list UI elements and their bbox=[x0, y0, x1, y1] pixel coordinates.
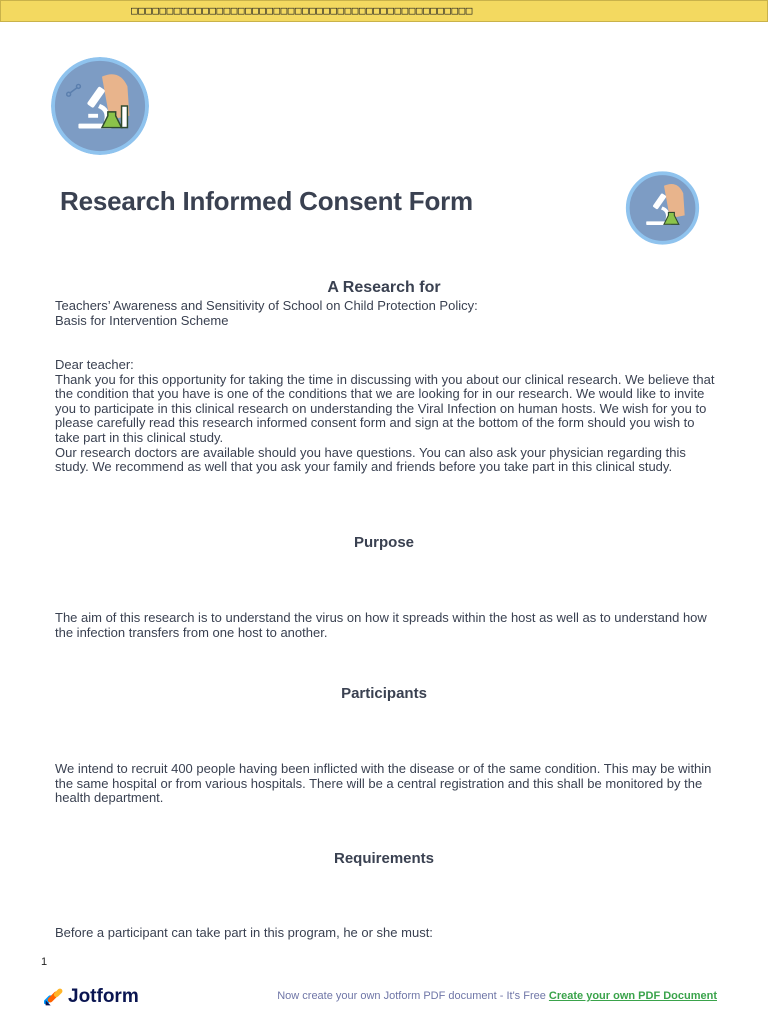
footer-promo-text: Now create your own Jotform PDF document - It's Free bbox=[277, 990, 546, 1002]
research-heading: A Research for bbox=[327, 279, 441, 296]
section-heading-participants: Participants bbox=[341, 685, 427, 702]
greeting: Dear teacher: bbox=[55, 357, 134, 372]
banner-text: □□□□□□□□□□□□□□□□□□□□□□□□□□□□□□□□□□□□□□□□□□□□□□□□ bbox=[131, 4, 473, 17]
jotform-brand-text: Jotform bbox=[68, 986, 139, 1007]
intro-paragraph: Thank you for this opportunity for taking the time in discussing with you about our clinical research. We believe that the condition that you have is one of the conditions that we are looking for in our research. We would like to invite you to participate in this clinical research on understanding the Viral Infection on human hosts. We wish for you to please carefully read this research informed consent form and sign at the bottom of the form should you wish to take part in this clinical study. bbox=[55, 371, 715, 445]
intro-block bbox=[55, 358, 715, 475]
microscope-icon bbox=[51, 57, 149, 155]
intro-paragraph: Our research doctors are available should you have questions. You can also ask your physician regarding this study. We recommend as well that you ask your family and friends before you take part in this clinical study. bbox=[55, 444, 686, 475]
section-body-requirements: Before a participant can take part in this program, he or she must: bbox=[55, 925, 433, 940]
jotform-logo[interactable] bbox=[44, 986, 139, 1008]
subtitle-line: Teachers’ Awareness and Sensitivity of School on Child Protection Policy: bbox=[55, 298, 478, 313]
research-logo bbox=[51, 57, 149, 155]
research-subtitle bbox=[55, 299, 715, 328]
section-body-participants: We intend to recruit 400 people having been inflicted with the disease or of the same condition. This may be within the same hospital or from various hospitals. There will be a central registration and this shall be monitored by the health department. bbox=[55, 761, 712, 806]
subtitle-line: Basis for Intervention Scheme bbox=[55, 312, 229, 328]
footer-promo bbox=[277, 990, 717, 1002]
section-heading-requirements: Requirements bbox=[333, 850, 435, 867]
section-body-purpose: The aim of this research is to understand the virus on how it spreads within the host as well as to understand how the infection transfers from one host to another. bbox=[55, 610, 707, 640]
page-title: Research Informed Consent Form bbox=[60, 186, 473, 216]
jotform-logo-icon bbox=[44, 987, 64, 1007]
create-pdf-link[interactable]: Create your own PDF Document bbox=[548, 990, 717, 1002]
page-number: 1 bbox=[41, 956, 48, 968]
top-banner bbox=[0, 0, 768, 22]
research-logo-small bbox=[623, 171, 702, 245]
microscope-icon bbox=[623, 171, 702, 245]
section-heading-purpose: Purpose bbox=[353, 534, 414, 551]
